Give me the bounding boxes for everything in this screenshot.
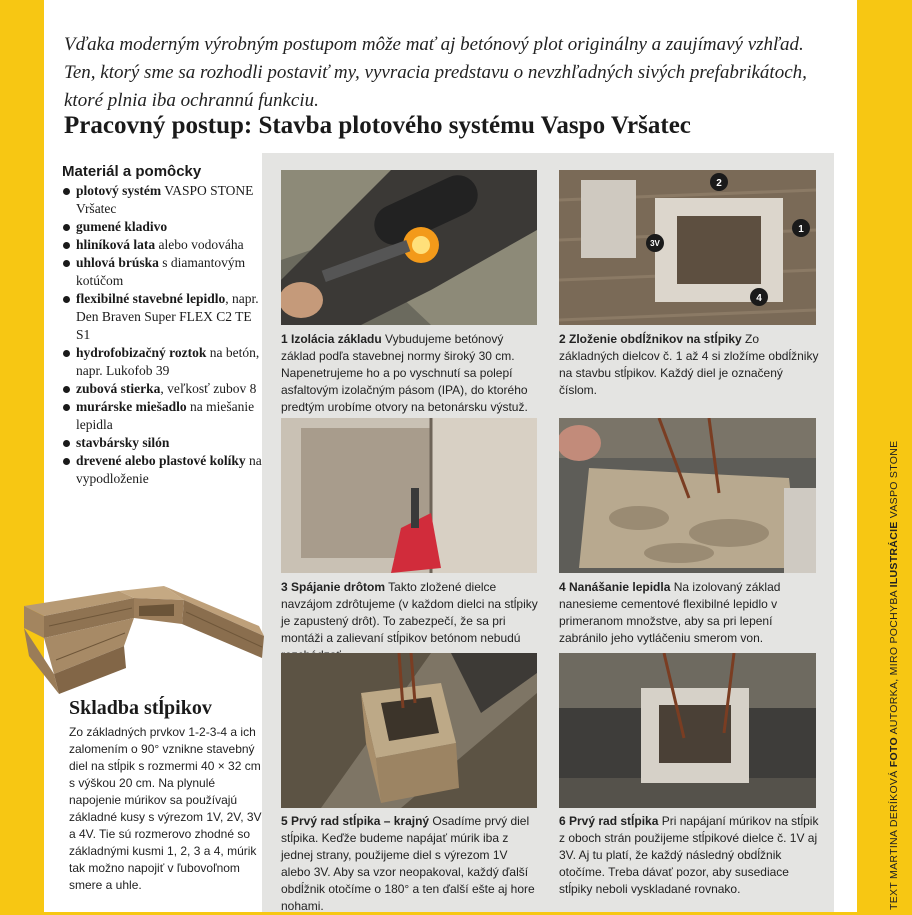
photo-step-4 [559,418,816,573]
list-item: murárske miešadlo na miešanie lepidla [62,398,262,434]
caption-step-5: 5 Prvý rad stĺpika – krajný Osadíme prvý diel stĺpika. Keďže budeme napájať múrik iba z jednej strany, použijeme diel s výrezom 1V alebo 3V. Aby sa vzor neopakoval, každý ďalší obdĺžnik otočíme o 180° a ten ďalší ešte aj hore nohami. [281,814,535,913]
caption-step-3: 3 Spájanie drôtom Takto zložené dielce navzájom zdrôtujeme (v každom dielci na stĺpiky je zapustený drôt). To zabezpečí, že sa pri montáži a zalievaní stĺpikov betónom nebudú [281,580,538,645]
caption-step-4: 4 Nanášanie lepidla Na izolovaný základ nanesieme cementové flexibilné lepidlo v primeranom množstve, aby sa pri lepení zabránilo jeho vytláčeniu smerom von. [559,580,781,645]
photo-step-3 [281,418,537,573]
label-3v: 3V [650,239,660,248]
list-item: stavbársky silón [62,434,262,452]
list-item: hydrofobizačný roztok na betón, napr. Lukofob 39 [62,344,262,380]
composition-heading: Skladba stĺpikov [69,697,212,719]
caption-step-2: 2 Zloženie obdĺžnikov na stĺpiky Zo základných dielcov č. 1 až 4 si zložíme obdĺžniky na stavbu stĺpikov. Každý diel je označený číslom. [559,332,819,397]
photo-step-6 [559,653,816,808]
list-item: gumené kladivo [62,218,262,236]
list-item: zubová stierka, veľkosť zubov 8 [62,380,262,398]
page-title: Pracovný postup: Stavba plotového systému Vaspo Vršatec [64,112,691,139]
caption-step-1: 1 Izolácia základu Vybudujeme betónový základ podľa stavebnej normy široký 30 cm. Napenetrujeme ho a po vyschnutí sa polepí asfaltovým izolačným pásom (IPA), do ktorého predtým urobíme otvory na betonársku výstuž. [281,332,528,414]
caption-step-6: 6 Prvý rad stĺpika Pri napájaní múrikov na stĺpik z oboch strán použijeme stĺpikové dielce č. 1V aj 3V. Aj tu platí, že každý následný obdĺžnik otočíme. Treba dávať pozor, aby susediace stĺpiky neboli vyskladané rovnako. [559,814,819,896]
materials-section [62,163,262,488]
photo-step-2 [559,170,816,325]
column-module-illustration [14,586,274,701]
composition-text: Zo základných prvkov 1-2-3-4 a ich zalomením o 90° vznikne stavebný diel na stĺpik s rozmermi 40 × 32 cm s výškou 20 cm. Na plynulé napojenie múrikov sa používajú základné kusy s výrezom 1V, 2V, 3V a 4V. Tie sú rozmerovo zhodné so základnými kusmi 1, 2, 3 a 4, múrik tak možno napojiť v ľubovoľnom smere a uhle. [69,725,262,892]
label-2: 2 [716,178,722,189]
photo-credit: TEXT MARTINA DERÍKOVÁ FOTO AUTORKA, MIRO POCHYBA ILUSTRÁCIE VASPO STONE [888,440,900,910]
label-4: 4 [756,293,762,304]
magazine-page [44,0,857,912]
materials-list [62,182,262,488]
list-item: flexibilné stavebné lepidlo, napr. Den Braven Super FLEX C2 TE S1 [62,290,262,344]
photo-step-5 [281,653,537,808]
list-item: hliníková lata alebo vodováha [62,236,262,254]
column-composition-section [69,697,269,894]
intro-text: Vďaka moderným výrobným postupom môže mať aj betónový plot originálny a zaujímavý vzhľad. Ten, ktorý sme sa rozhodli postaviť my, vyvracia predstavu o nevzhľadných sivých prefabrikátoch, ktoré plnia iba ochrannú funkciu. [64,34,807,111]
list-item: plotový systém VASPO STONE Vršatec [62,182,262,218]
list-item: drevené alebo plastové kolíky na vypodloženie [62,452,262,488]
photo-step-1 [281,170,537,325]
list-item: uhlová brúska s diamantovým kotúčom [62,254,262,290]
label-1: 1 [798,224,804,235]
materials-heading: Materiál a pomôcky [62,163,202,180]
